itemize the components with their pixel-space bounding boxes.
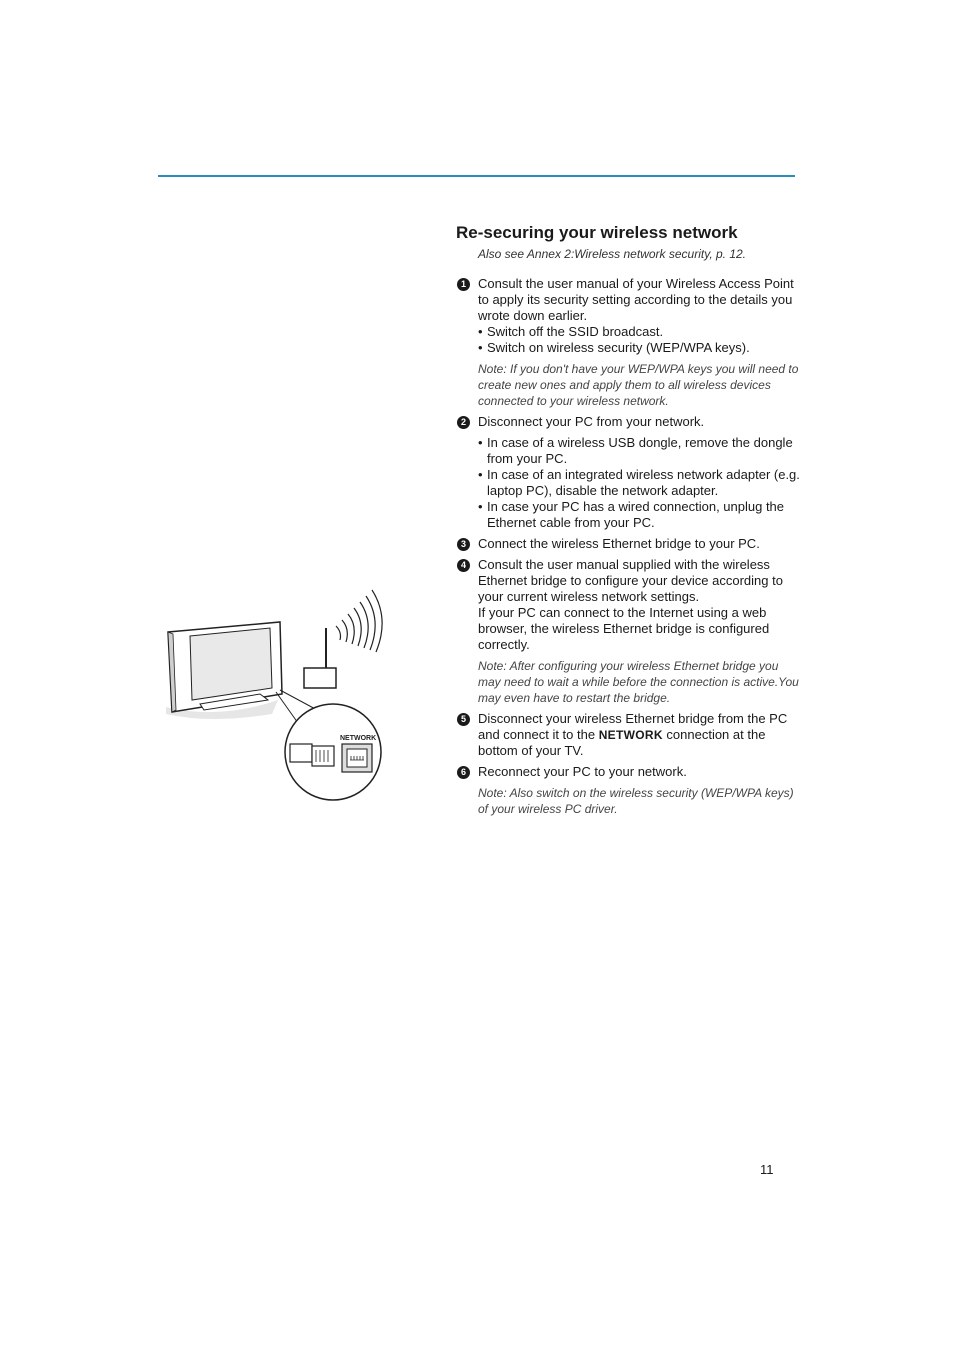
section-intro: Also see Annex 2:Wireless network security, p. 12. [478,247,747,261]
step-number: 6 [457,766,470,779]
section-title: Re-securing your wireless network [456,223,738,242]
header-rule [158,175,795,177]
main-content [456,222,801,822]
step-number: 5 [457,713,470,726]
step-text-part: Disconnect your wireless Ethernet bridge from the PC and connect it to the [478,711,788,742]
step-2 [456,414,801,531]
step-note: Note: Also switch on the wireless security (WEP/WPA keys) of your wireless PC driver. [478,786,794,816]
page-number: 11 [760,1162,774,1177]
step-number: 2 [457,416,470,429]
tv-network-illustration [160,582,400,802]
bullet-item: • In case of a wireless USB dongle, remove the dongle from your PC. [478,435,801,467]
step-3 [456,536,801,552]
step-number: 3 [457,538,470,551]
step-4 [456,557,801,706]
bridge-icon [304,628,336,688]
bullet-item: • Switch on wireless security (WEP/WPA keys). [478,340,801,356]
step-6 [456,764,801,817]
step-note: Note: If you don't have your WEP/WPA keys you will need to create new ones and apply them to all wireless devices connected to your wireless network. [478,362,799,408]
step-note: Note: After configuring your wireless Ethernet bridge you may need to wait a while before the connection is active.You may even have to restart the bridge. [478,659,799,705]
step-text-continued: If your PC can connect to the Internet using a web browser, the wireless Ethernet bridge is configured correctly. [478,605,770,652]
steps-list [456,276,801,817]
step-text: Connect the wireless Ethernet bridge to your PC. [478,536,760,551]
step-text: Consult the user manual of your Wireless Access Point to apply its security setting according to the details you wrote down earlier. [478,276,794,323]
network-term: NETWORK [598,728,663,742]
bullet-item: • In case your PC has a wired connection, unplug the Ethernet cable from your PC. [478,499,801,531]
step-1 [456,276,801,409]
network-port-zoom [285,704,381,800]
step-text-part: connection at the bottom of your TV. [478,727,766,758]
step-number: 4 [457,559,470,572]
step-5 [456,711,801,759]
step-text: Reconnect your PC to your network. [478,764,687,779]
tv-icon [168,622,282,712]
network-port-label: NETWORK [340,735,377,742]
bullet-item: • Switch off the SSID broadcast. [478,324,801,340]
ethernet-port-icon [342,744,372,772]
step-text: Consult the user manual supplied with the wireless Ethernet bridge to configure your device according to your current wireless network settings. [478,557,783,604]
bullet-item: • In case of an integrated wireless network adapter (e.g. laptop PC), disable the network adapter. [478,467,801,499]
step-text [478,711,801,759]
wireless-waves-icon [336,590,382,652]
step-number: 1 [457,278,470,291]
step-text: Disconnect your PC from your network. [478,414,705,429]
